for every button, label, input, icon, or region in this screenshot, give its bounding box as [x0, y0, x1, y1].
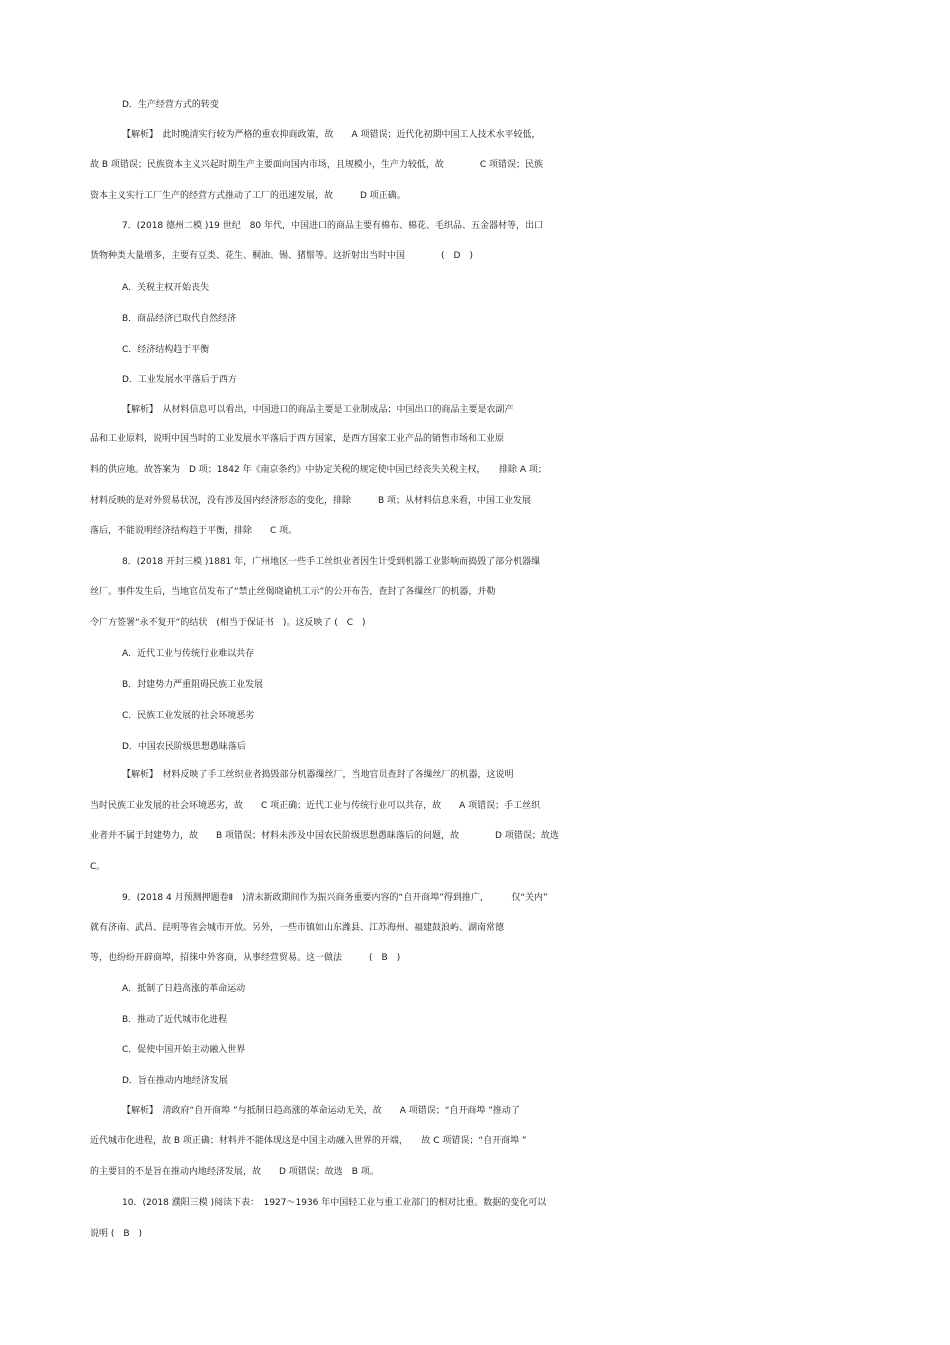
text-line: 令厂方签署“永不复开”的结状 (相当于保证书 )。这反映了 ( C ) — [90, 618, 366, 628]
text-line: 的主要目的不是旨在推动内地经济发展，故 D 项错误；故选 B 项。 — [90, 1167, 379, 1177]
option-c: C．民族工业发展的社会环境恶劣 — [122, 711, 255, 721]
text-line: 丝厂。事件发生后，当地官员发布了“禁止丝偈晓谕机工示”的公开布告，查封了各缫丝厂的机器，并勒 — [90, 587, 496, 597]
analysis-line: 【解析】 材料反映了手工丝织业者捣毁部分机器缫丝厂，当地官员查封了各缫丝厂的机器，这说明 — [122, 770, 514, 780]
analysis-line: 【解析】 从材料信息可以看出，中国进口的商品主要是工业制成品；中国出口的商品主要是农副产 — [122, 405, 514, 415]
analysis-line: 【解析】 此时晚清实行较为严格的重农抑商政策，故 A 项错误；近代化初期中国工人技术水平较低， — [122, 130, 541, 140]
text-line: 近代城市化进程，故 B 项正确；材料并不能体现这是中国主动融入世界的开端， 故 C 项错误；“自开商埠 ” — [90, 1136, 527, 1146]
option-d: D．工业发展水平落后于西方 — [122, 375, 237, 385]
option-b: B．推动了近代城市化进程 — [122, 1015, 228, 1025]
question-9: 9．(2018 4 月预测押题卷Ⅱ )清末新政期间作为振兴商务重要内容的“自开商埠”得到推广， 仅“关内” — [122, 893, 548, 903]
option-a: A．关税主权开始丧失 — [122, 283, 210, 293]
text-line: C。 — [90, 862, 106, 872]
option-c: C．经济结构趋于平衡 — [122, 345, 210, 355]
question-8: 8．(2018 开封三模 )1881 年，广州地区一些手工丝织业者因生计受到机器工业影响而捣毁了部分机器缫 — [122, 557, 541, 567]
text-line: 故 B 项错误；民族资本主义兴起时期生产主要面向国内市场，且规模小，生产力较低，故 C 项错误；民族 — [90, 160, 544, 170]
option-c: C．促使中国开始主动融入世界 — [122, 1045, 246, 1055]
text-line: 货物种类大量增多，主要有豆类、花生、桐油、锡、猪鬃等。这折射出当时中国 ( D ) — [90, 251, 473, 261]
option-d-q6: D．生产经营方式的转变 — [122, 100, 219, 110]
text-line: 落后，不能说明经济结构趋于平衡，排除 C 项。 — [90, 526, 298, 536]
text-line: 料的供应地。故答案为 D 项；1842 年《南京条约》中协定关税的规定使中国已经丧失关税主权， 排除 A 项； — [90, 465, 547, 475]
option-a: A．近代工业与传统行业难以共存 — [122, 649, 255, 659]
option-b: B．商品经济已取代自然经济 — [122, 314, 237, 324]
text-line: 业者并不属于封建势力，故 B 项错误；材料未涉及中国农民阶级思想愚昧落后的问题，故 D 项错误；故选 — [90, 831, 559, 841]
text-line: 等，也纷纷开辟商埠，招徕中外客商，从事经营贸易。这一做法 ( B ) — [90, 953, 401, 963]
text-line: 当时民族工业发展的社会环境恶劣，故 C 项正确；近代工业与传统行业可以共存，故 A 项错误；手工丝织 — [90, 801, 541, 811]
option-d: D．中国农民阶级思想愚昧落后 — [122, 742, 246, 752]
text-line: 说明 ( B ) — [90, 1229, 143, 1239]
analysis-line: 【解析】 清政府“自开商埠 ”与抵制日趋高涨的革命运动无关，故 A 项错误；“自开商埠 ”推动了 — [122, 1106, 520, 1116]
option-b: B．封建势力严重阻碍民族工业发展 — [122, 680, 264, 690]
text-line: 资本主义实行工厂生产的经营方式推动了工厂的迅速发展，故 D 项正确。 — [90, 191, 406, 201]
question-7: 7．(2018 德州二模 )19 世纪 80 年代，中国进口的商品主要有棉布、棉花、毛织品、五金器材等，出口 — [122, 221, 544, 231]
text-line: 材料反映的是对外贸易状况，没有涉及国内经济形态的变化，排除 B 项；从材料信息来看，中国工业发展 — [90, 496, 532, 506]
question-10: 10．(2018 濮阳三模 )阅读下表： 1927～1936 年中国轻工业与重工业部门的相对比重。数据的变化可以 — [122, 1198, 547, 1208]
text-line: 就有济南、武昌、昆明等省会城市开放。另外，一些市镇如山东潍县、江苏海州、福建鼓浪屿、湖南常德 — [90, 923, 505, 933]
option-d: D．旨在推动内地经济发展 — [122, 1076, 228, 1086]
text-line: 品和工业原料，说明中国当时的工业发展水平落后于西方国家，是西方国家工业产品的销售市场和工业原 — [90, 434, 505, 444]
option-a: A．抵制了日趋高涨的革命运动 — [122, 984, 246, 994]
